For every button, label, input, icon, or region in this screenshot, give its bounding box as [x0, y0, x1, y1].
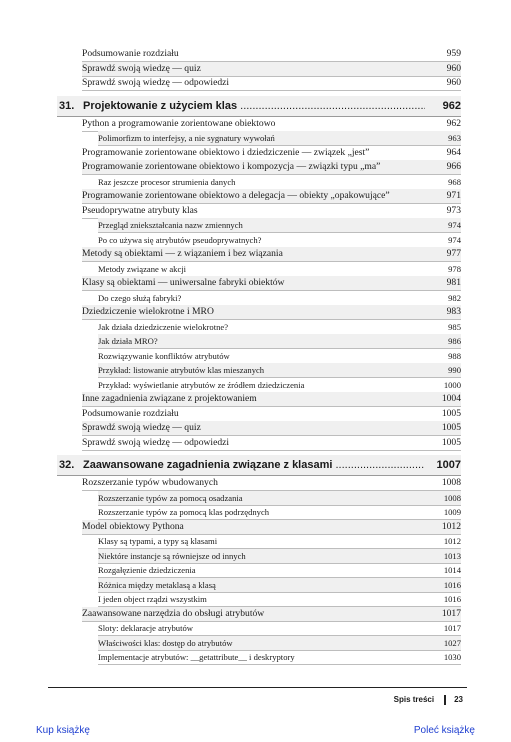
- toc-entry: [98, 505, 461, 520]
- chapter-number: 31.: [59, 99, 75, 112]
- toc-entry-page: 960: [446, 77, 461, 88]
- toc-entry: [82, 76, 461, 91]
- toc-entry-title: Różnica między metaklasą a klasą: [98, 579, 216, 590]
- toc-entry-title: Sprawdź swoją wiedzę — quiz: [82, 62, 201, 74]
- chapter-page: 962: [442, 99, 461, 112]
- chapter-title: Projektowanie z użyciem klas .....: [83, 96, 425, 116]
- toc-entry-page: 1017: [441, 607, 461, 619]
- toc-entry-page: 1017: [443, 623, 461, 633]
- toc-entry: [98, 621, 461, 636]
- toc-entry-title: Rozszerzanie typów wbudowanych: [82, 477, 218, 488]
- toc-entry-title: Przegląd zniekształcania nazw zmiennych: [98, 220, 243, 230]
- toc-entry-page: 1012: [443, 536, 461, 546]
- toc-entry-page: 963: [448, 133, 461, 143]
- toc-entry-title: Programowanie zorientowane obiektowo a delegacja — obiekty „opakowujące”: [82, 190, 390, 201]
- footer-section-title: Spis treści: [393, 695, 435, 704]
- toc-entry: [98, 131, 461, 146]
- toc-entry-title: Zaawansowane narzędzia do obsługi atrybutów: [82, 607, 265, 619]
- toc-entry: [82, 392, 461, 407]
- toc-entry: [98, 650, 461, 665]
- chapter-page: 1007: [436, 459, 461, 471]
- toc-entry-page: 988: [448, 350, 461, 361]
- toc-entry-title: Sprawdź swoją wiedzę — quiz: [82, 422, 201, 433]
- toc-entry-title: Programowanie zorientowane obiektowo i kompozycja — związki typu „ma”: [82, 161, 381, 172]
- toc-entry: [82, 607, 461, 622]
- toc-entry-title: Programowanie zorientowane obiektowo i dziedziczenie — związek „jest”: [82, 146, 370, 158]
- toc-entry-title: I jeden object rządzi wszystkim: [98, 594, 207, 604]
- toc-entry-page: 1008: [443, 492, 461, 503]
- buy-book-link[interactable]: Kup książkę: [36, 725, 90, 736]
- toc-entry-title: Raz jeszcze procesor strumienia danych: [98, 176, 236, 187]
- toc-entry: [82, 160, 461, 175]
- toc-entry: [82, 62, 461, 77]
- toc-entry-page: 962: [446, 117, 461, 129]
- toc-entry-page: 968: [448, 176, 461, 187]
- toc-entry-page: 1008: [441, 477, 461, 488]
- toc-entry-page: 985: [448, 321, 461, 332]
- toc-entry: [82, 520, 461, 535]
- toc-entry: [82, 476, 461, 491]
- toc-entry-page: 974: [448, 234, 461, 245]
- toc-entry: [82, 276, 461, 291]
- toc-entry-page: 973: [446, 204, 461, 216]
- toc-entry: [82, 436, 461, 451]
- toc-entry-page: 974: [448, 220, 461, 230]
- chapter-title: Zaawansowane zagadnienia związane z klasami .....: [83, 455, 425, 475]
- toc-entry: [82, 305, 461, 320]
- toc-entry-page: 960: [446, 62, 461, 74]
- toc-entry-page: 1016: [443, 594, 461, 604]
- toc-entry-title: Podsumowanie rozdziału: [82, 48, 179, 59]
- toc-entry-page: 1005: [441, 422, 461, 433]
- toc-entry-title: Klasy są typami, a typy są klasami: [98, 536, 218, 546]
- page-footer: [394, 693, 463, 707]
- toc-entry-title: Przykład: listowanie atrybutów klas mieszanych: [98, 365, 265, 375]
- toc-chapter: [57, 96, 461, 117]
- toc-entry-title: Sprawdź swoją wiedzę — odpowiedzi: [82, 77, 230, 88]
- toc-entry: [98, 636, 461, 651]
- toc-entry-title: Przykład: wyświetlanie atrybutów ze źródłem dziedziczenia: [98, 379, 305, 390]
- toc-entry: [98, 549, 461, 564]
- toc-entry-title: Rozszerzanie typów za pomocą osadzania: [98, 492, 243, 503]
- toc-entry-title: Sloty: deklaracje atrybutów: [98, 623, 193, 633]
- recommend-book-link[interactable]: Poleć książkę: [413, 725, 475, 736]
- toc-entry-title: Klasy są obiektami — uniwersalne fabryki obiektów: [82, 277, 285, 288]
- toc-entry-title: Python a programowanie zorientowane obiektowo: [82, 117, 276, 129]
- toc-entry-title: Do czego służą fabryki?: [98, 292, 182, 303]
- toc-entry: [82, 247, 461, 262]
- toc-entry-page: 1016: [443, 579, 461, 590]
- toc-entry-page: 978: [448, 263, 461, 274]
- toc-entry-page: 1012: [441, 520, 461, 532]
- toc-entry: [98, 363, 461, 378]
- toc-entry-title: Model obiektowy Pythona: [82, 520, 184, 532]
- toc-entry-title: Rozszerzanie typów za pomocą klas podrzędnych: [98, 507, 270, 517]
- toc-entry-page: 1000: [443, 379, 461, 390]
- toc-entry: [98, 291, 461, 306]
- toc-entry-page: 986: [448, 336, 461, 346]
- toc-entry-page: 1030: [443, 652, 461, 662]
- toc-entry: [82, 421, 461, 436]
- toc-entry-title: Podsumowanie rozdziału: [82, 407, 179, 419]
- toc-entry-page: 1005: [441, 407, 461, 419]
- toc-entry-title: Rozwiązywanie konfliktów atrybutów: [98, 350, 230, 361]
- toc-entry: [82, 146, 461, 161]
- toc-entry-title: Metody są obiektami — z wiązaniem i bez wiązania: [82, 248, 283, 259]
- toc-entry: [98, 218, 461, 233]
- toc-entry-title: Właściwości klas: dostęp do atrybutów: [98, 637, 233, 648]
- toc-chapter: [57, 455, 461, 476]
- toc-entry-page: 971: [446, 190, 461, 201]
- toc-entry: [98, 320, 461, 335]
- toc-entry-title: Rozgałęzienie dziedziczenia: [98, 565, 196, 575]
- toc-entry-title: Implementacje atrybutów: __getattribute__ i deskryptory: [98, 652, 295, 662]
- toc-entry-page: 1005: [441, 436, 461, 448]
- toc-entry-page: 981: [446, 277, 461, 288]
- toc-entry: [98, 175, 461, 190]
- toc-entry: [98, 563, 461, 578]
- toc-entry: [82, 204, 461, 219]
- toc-entry-title: Metody związane w akcji: [98, 263, 187, 274]
- toc-entry-title: Po co używa się atrybutów pseudoprywatnych?: [98, 234, 262, 245]
- toc-entry-page: 1013: [443, 550, 461, 561]
- toc-entry: [98, 334, 461, 349]
- toc-entry-page: 977: [446, 248, 461, 259]
- footer-page-number: 23: [454, 695, 463, 704]
- toc-entry: [98, 349, 461, 364]
- toc-entry: [98, 578, 461, 593]
- toc-entry-page: 982: [448, 292, 461, 303]
- toc-entry-title: Polimorfizm to interfejsy, a nie sygnatury wywołań: [98, 133, 275, 143]
- toc-entry-page: 1027: [443, 637, 461, 648]
- toc-entry-title: Sprawdź swoją wiedzę — odpowiedzi: [82, 436, 230, 448]
- toc-entry-page: 983: [446, 306, 461, 317]
- toc-entry-title: Niektóre instancje są równiejsze od innych: [98, 550, 246, 561]
- toc-entry-title: Pseudoprywatne atrybuty klas: [82, 204, 198, 216]
- toc-entry-title: Jak działa dziedziczenie wielokrotne?: [98, 321, 229, 332]
- toc-entry-page: 959: [446, 48, 461, 59]
- toc-entry: [98, 233, 461, 248]
- toc-entry: [82, 407, 461, 422]
- toc-entry: [98, 592, 461, 607]
- toc-entry: [98, 378, 461, 393]
- chapter-number: 32.: [59, 459, 75, 471]
- toc-entry-page: 990: [448, 365, 461, 375]
- toc-entry-page: 1014: [443, 565, 461, 575]
- toc-entry: [98, 534, 461, 549]
- footer-separator: [444, 695, 446, 705]
- toc-entry-page: 964: [446, 146, 461, 158]
- toc-entry-title: Inne zagadnienia związane z projektowaniem: [82, 393, 257, 404]
- toc-entry-page: 1004: [441, 393, 461, 404]
- toc-entry-title: Dziedziczenie wielokrotne i MRO: [82, 306, 214, 317]
- toc-entry: [98, 491, 461, 506]
- toc-entry-title: Jak działa MRO?: [98, 336, 158, 346]
- toc-entry: [98, 262, 461, 277]
- footer-rule: [48, 687, 467, 688]
- toc-entry: [82, 117, 461, 132]
- toc-entry-page: 1009: [443, 507, 461, 517]
- toc-entry-page: 966: [446, 161, 461, 172]
- toc-entry: [82, 47, 461, 62]
- toc-entry: [82, 189, 461, 204]
